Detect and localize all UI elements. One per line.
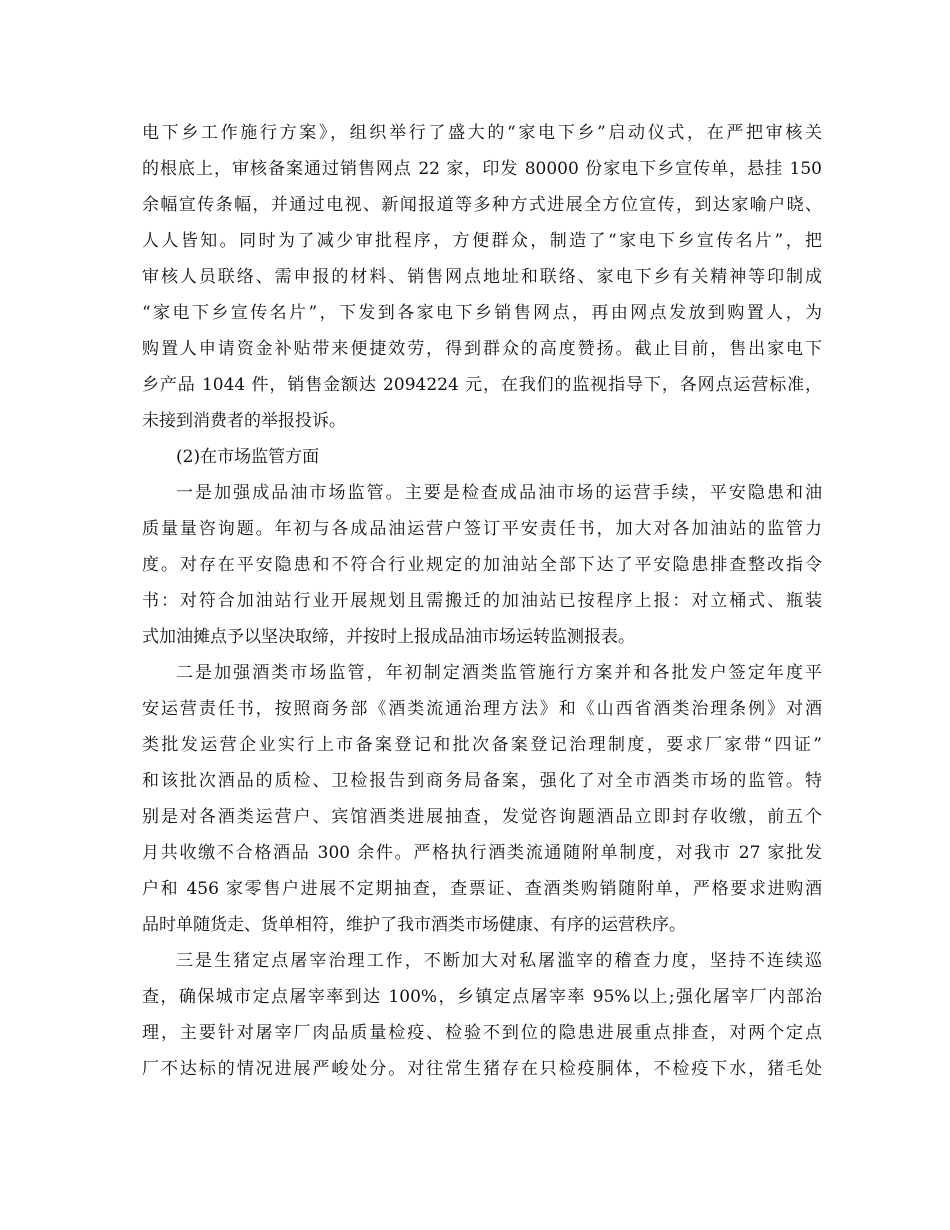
text-line: 户和 456 家零售户进展不定期抽查，查票证、查酒类购销随附单，严格要求进购酒 — [142, 879, 822, 899]
text-line: 购置人申请资金补贴带来便捷效劳，得到群众的高度赞扬。截止目前，售出家电下 — [142, 339, 822, 359]
text-line: 品时单随货走、货单相符，维护了我市酒类市场健康、有序的运营秩序。 — [142, 915, 686, 935]
section-heading: (2)在市场监管方面 — [176, 447, 320, 467]
text-line: 月共收缴不合格酒品 300 余件。严格执行酒类流通随附单制度，对我市 27 家批发 — [142, 843, 822, 863]
text-line: 审核人员联络、需申报的材料、销售网点地址和联络、家电下乡有关精神等印制成 — [142, 267, 822, 287]
text-line: 未接到消费者的举报投诉。 — [142, 411, 346, 431]
paragraph-first-line: 三是生猪定点屠宰治理工作，不断加大对私屠滥宰的稽查力度，坚持不连续巡 — [176, 951, 822, 971]
text-line: 和该批次酒品的质检、卫检报告到商务局备案，强化了对全市酒类市场的监管。特 — [142, 771, 822, 791]
text-line: 厂不达标的情况进展严峻处分。对往常生猪存在只检疫胴体，不检疫下水，猪毛处 — [142, 1059, 822, 1079]
text-line: 安运营责任书，按照商务部《酒类流通治理方法》和《山西省酒类治理条例》对酒 — [142, 699, 822, 719]
text-line: 的根底上，审核备案通过销售网点 22 家，印发 80000 份家电下乡宣传单，悬挂 150 — [142, 159, 822, 179]
text-line: 类批发运营企业实行上市备案登记和批次备案登记治理制度，要求厂家带“四证” — [142, 735, 822, 755]
text-line: 乡产品 1044 件，销售金额达 2094224 元，在我们的监视指导下，各网点运营标准， — [142, 375, 822, 395]
text-line: 余幅宣传条幅，并通过电视、新闻报道等多种方式进展全方位宣传，到达家喻户晓、 — [142, 195, 822, 215]
text-line: 书：对符合加油站行业开展规划且需搬迁的加油站已按程序上报：对立桶式、瓶装 — [142, 591, 822, 611]
text-line: “家电下乡宣传名片”，下发到各家电下乡销售网点，再由网点发放到购置人，为 — [142, 303, 822, 323]
text-line: 人人皆知。同时为了减少审批程序，方便群众，制造了“家电下乡宣传名片”，把 — [142, 231, 822, 251]
text-line: 式加油摊点予以坚决取缔，并按时上报成品油市场运转监测报表。 — [142, 627, 635, 647]
text-line: 别是对各酒类运营户、宾馆酒类进展抽查，发觉咨询题酒品立即封存收缴，前五个 — [142, 807, 822, 827]
paragraph-first-line: 一是加强成品油市场监管。主要是检查成品油市场的运营手续，平安隐患和油 — [176, 483, 822, 503]
text-line: 查，确保城市定点屠宰率到达 100%，乡镇定点屠宰率 95%以上;强化屠宰厂内部治 — [142, 987, 822, 1007]
text-line: 理，主要针对屠宰厂肉品质量检疫、检验不到位的隐患进展重点排查，对两个定点 — [142, 1023, 822, 1043]
text-line: 质量量咨询题。年初与各成品油运营户签订平安责任书，加大对各加油站的监管力 — [142, 519, 822, 539]
paragraph-first-line: 二是加强酒类市场监管，年初制定酒类监管施行方案并和各批发户签定年度平 — [176, 663, 822, 683]
text-line: 电下乡工作施行方案》，组织举行了盛大的“家电下乡”启动仪式，在严把审核关 — [142, 123, 822, 143]
text-line: 度。对存在平安隐患和不符合行业规定的加油站全部下达了平安隐患排查整改指令 — [142, 555, 822, 575]
